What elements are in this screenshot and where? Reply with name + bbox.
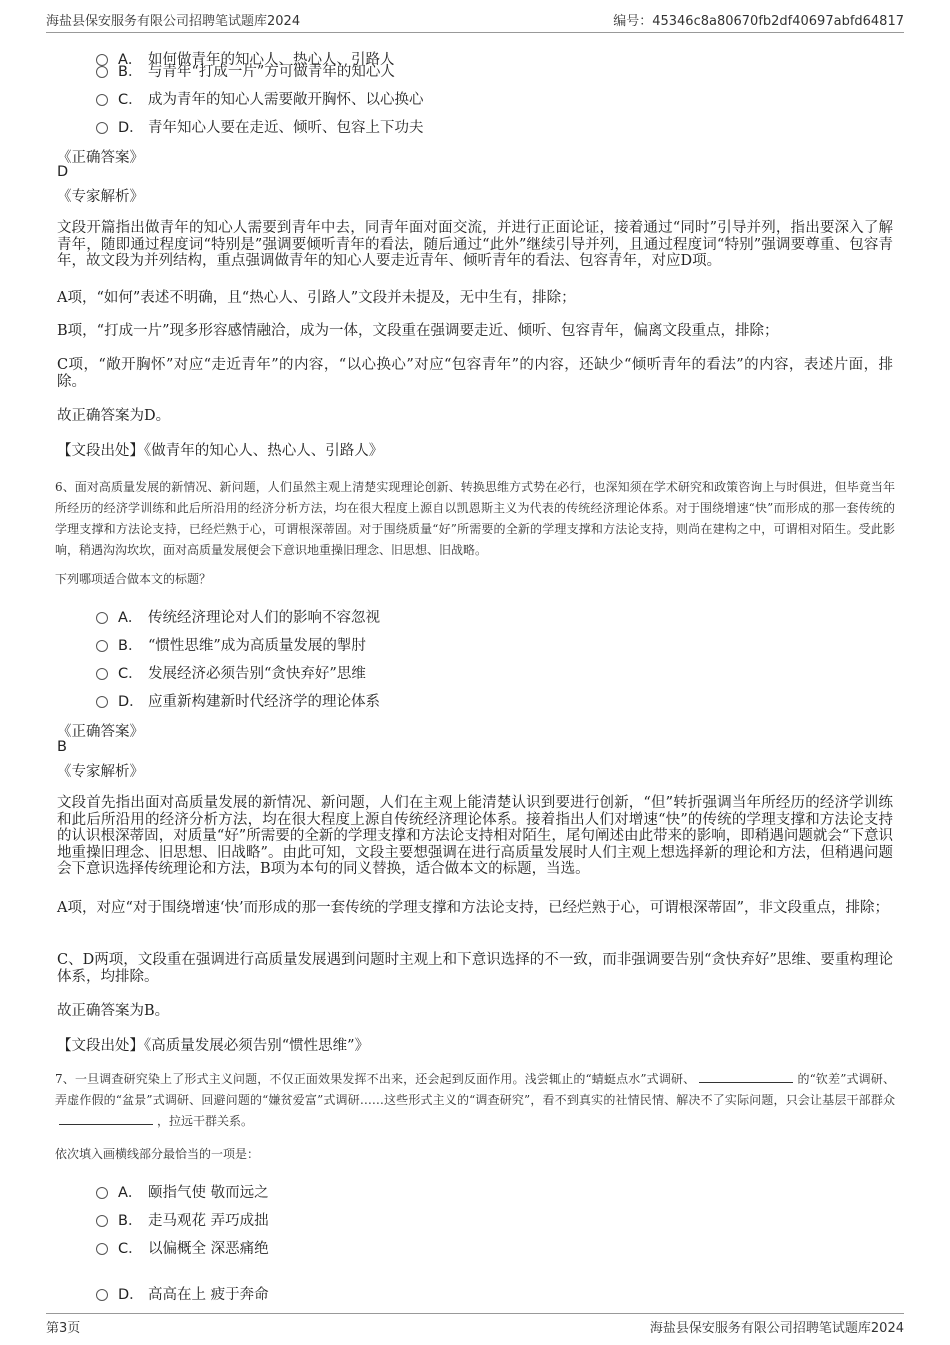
q5-analysis-b: B项，“打成一片”现多形容感情融洽，成为一体，文段重在强调要走近、倾听、包容青年，偏离文段重点，排除； [57, 323, 779, 339]
page-number: 第3页 [46, 1321, 81, 1336]
radio-icon[interactable] [96, 94, 108, 106]
q5-answer: D [57, 164, 69, 180]
radio-icon[interactable] [96, 612, 108, 624]
q6-analysis-a: A项，对应“对于围绕增速‘快’而形成的那一套传统的学理支撑和方法论支持，已经烂熟于心，可谓根深蒂固”，非文段重点，排除； [57, 900, 890, 916]
radio-icon[interactable] [96, 1289, 108, 1301]
q5-analysis-main: 文段开篇指出做青年的知心人需要到青年中去，同青年面对面交流，并进行正面论证，接着通过“同时”引导并列，指出要深入了解青年，随即通过程度词“特别是”强调要倾听青年的看法，随后通过“此外”继续引导并列，且通过程度词“特别”强调要尊重、包容青年，故文段为并列结构，重点强调做青年的知心人要走近青年、倾听青年的看法、包容青年，对应D项。 [57, 220, 893, 269]
q5-source: 【文段出处】《做青年的知心人、热心人、引路人》 [57, 443, 384, 459]
page-footer [46, 1313, 904, 1339]
q7-prompt: 依次填入画横线部分最恰当的一项是： [55, 1147, 260, 1161]
header-title: 海盐县保安服务有限公司招聘笔试题库2024 [46, 14, 301, 29]
q6-analysis-cd: C、D两项，文段重在强调进行高质量发展遇到问题时主观上和下意识选择的不一致，而非强调要告别“贪快弃好”思维、要重构理论体系，均排除。 [57, 952, 893, 985]
radio-icon[interactable] [96, 640, 108, 652]
q6-prompt: 下列哪项适合做本文的标题？ [55, 572, 212, 586]
q7-question: 7、一旦调查研究染上了形式主义问题，不仅正面效果发挥不出来，还会起到反面作用。浅尝辄止的“蜻蜓点水”式调研、 的“钦差”式调研、弄虚作假的“盆景”式调研、回避问题的“嫌贫爱富”式调研……这些形式主义的“调查研究”，看不到真实的社情民情、解决不了实际问题，只会让基层干部群众，拉远干群关系。 [55, 1072, 895, 1128]
radio-icon[interactable] [96, 696, 108, 708]
radio-icon[interactable] [96, 1187, 108, 1199]
header-code: 编号：45346c8a80670fb2df40697abfd64817 [613, 14, 904, 29]
radio-icon[interactable] [96, 122, 108, 134]
expert-analysis-label: 《专家解析》 [57, 764, 144, 780]
fill-blank-1[interactable] [699, 1070, 793, 1083]
q5-analysis-a: A项，“如何”表述不明确，且“热心人、引路人”文段并未提及，无中生有，排除； [57, 290, 576, 306]
radio-icon[interactable] [96, 66, 108, 78]
radio-icon[interactable] [96, 54, 108, 66]
q6-question: 6、面对高质量发展的新情况、新问题，人们虽然主观上清楚实现理论创新、转换思维方式势在必行，也深知须在学术研究和政策咨询上与时俱进，但毕竟当年所经历的经济学训练和此后所沿用的经济分析方法，均在很大程度上源自以凯恩斯主义为代表的传统经济理论体系。对于围绕增速“快”而形成的那一套传统的学理支撑和方法论支持，已经烂熟于心，可谓根深蒂固。对于围绕质量“好”所需要的全新的学理支撑和方法论支持，则尚在建构之中，可谓相对陌生。受此影响，稍遇沟沟坎坎，面对高质量发展便会下意识地重操旧理念、旧思想、旧战略。 [55, 480, 895, 557]
radio-icon[interactable] [96, 668, 108, 680]
q5-analysis-conclusion: 故正确答案为D。 [57, 408, 171, 424]
q6-answer: B [57, 739, 67, 755]
correct-answer-label: 《正确答案》 [57, 724, 144, 740]
q6-analysis-main: 文段首先指出面对高质量发展的新情况、新问题，人们在主观上能清楚认识到要进行创新，“但”转折强调当年所经历的经济学训练和此后所沿用的经济分析方法，均在很大程度上源自传统经济理论体系。接着指出人们对增速“快”的传统的学理支撑和方法论支持的认识根深蒂固，对质量“好”所需要的全新的学理支撑和方法论支持相对陌生，尾句阐述由此带来的影响，即稍遇问题就会“下意识地重操旧理念、旧思想、旧战略”。由此可知，文段主要想强调在进行高质量发展时人们主观上想选择新的理论和方法，但稍遇问题会下意识选择传统理论和方法，B项为本句的同义替换，适合做本文的标题，当选。 [57, 795, 893, 877]
page-header [46, 10, 904, 33]
q6-analysis-conclusion: 故正确答案为B。 [57, 1003, 170, 1019]
radio-icon[interactable] [96, 1243, 108, 1255]
footer-title: 海盐县保安服务有限公司招聘笔试题库2024 [649, 1321, 904, 1336]
radio-icon[interactable] [96, 1215, 108, 1227]
q6-source: 【文段出处】《高质量发展必须告别“惯性思维”》 [57, 1038, 370, 1054]
q5-analysis-c: C项，“敞开胸怀”对应“走近青年”的内容，“以心换心”对应“包容青年”的内容，还缺少“倾听青年的看法”的内容，表述片面，排除。 [57, 357, 893, 390]
fill-blank-2[interactable] [59, 1112, 153, 1125]
expert-analysis-label: 《专家解析》 [57, 189, 144, 205]
correct-answer-label: 《正确答案》 [57, 150, 144, 166]
